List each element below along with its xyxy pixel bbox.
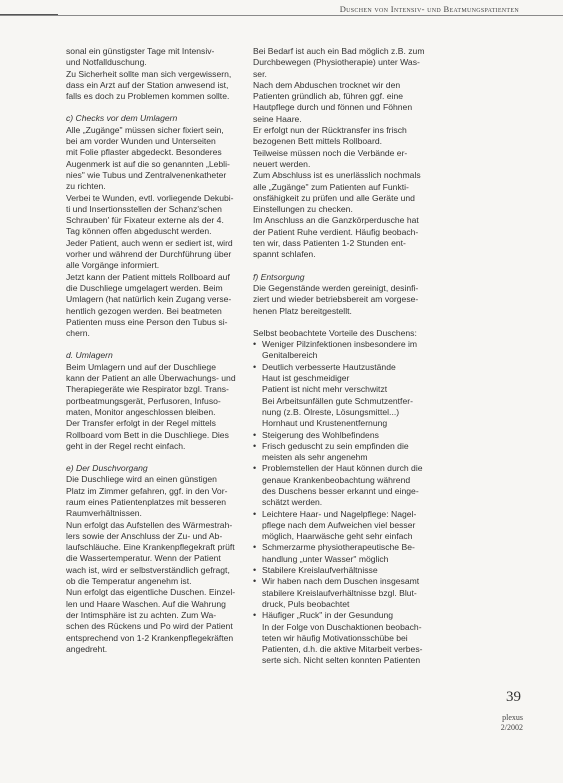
text-line: die Duschliege umgelagert werden. Beim xyxy=(66,282,223,293)
text-line: schen des Rückens und Po wird der Patient xyxy=(66,621,233,632)
section-d-body xyxy=(66,362,236,452)
text-line: Hautpflege durch und fönnen und Föhnen xyxy=(253,102,413,113)
section-f-body xyxy=(253,283,449,317)
text-line: Nun erfolgt das eigentliche Duschen. Einzel- xyxy=(66,587,236,598)
text-line: ser. xyxy=(253,68,267,79)
list-item: serte sich. Nicht selten konnten Patienten xyxy=(262,655,421,666)
list-item: druck, Puls beobachtet xyxy=(262,598,350,609)
text-line: Raumverhältnissen. xyxy=(66,508,142,519)
list-item: • Häufiger „Ruck" in der Gesundung xyxy=(253,610,449,621)
text-line: neuert werden. xyxy=(253,158,311,169)
text-line: entsprechend von 1-2 Krankenpflegekräften xyxy=(66,632,234,643)
text-line: der Intimsphäre ist zu achten. Zum Wa- xyxy=(66,609,217,620)
list-item: • Schmerzarme physiotherapeutische Be- xyxy=(253,542,449,553)
text-line: Der Transfer erfolgt in der Regel mittels xyxy=(66,418,216,429)
section-e-heading: e) Der Duschvorgang xyxy=(66,463,148,474)
section-e-body xyxy=(66,474,236,655)
text-line: seine Haare. xyxy=(253,113,302,124)
text-line: laufschläuche. Eine Krankenpflegekraft prüft xyxy=(66,542,235,553)
section-f-heading: f) Entsorgung xyxy=(253,271,305,282)
text-line: Verbei te Wunden, evtl. vorliegende Dekubi- xyxy=(66,192,234,203)
section-d-heading: d. Umlagern xyxy=(66,350,113,361)
text-line: Alle „Zugänge" müssen sicher fixiert sein, xyxy=(66,124,224,135)
right-intro xyxy=(253,46,449,261)
text-line: ten wir, dass Patienten 1-2 Stunden ent- xyxy=(253,238,406,249)
text-line: Patienten muss eine Person den Tubus si- xyxy=(66,316,228,327)
list-item: meisten als sehr angenehm xyxy=(262,452,368,463)
text-line: Platz im Zimmer gefahren, ggf. in den Vor- xyxy=(66,485,228,496)
list-item: Hornhaut und Krustenentfernung xyxy=(262,418,388,429)
list-item: schätzt werden. xyxy=(262,497,323,508)
list-item: • Weniger Pilzinfektionen insbesondere im xyxy=(253,339,449,350)
section-c-body xyxy=(66,125,236,340)
text-line: die Wassertemperatur. Wenn der Patient xyxy=(66,553,221,564)
text-line: hentlich gezogen werden. Bei beatmeten xyxy=(66,305,222,316)
text-line: Teilweise müssen noch die Verbände er- xyxy=(253,147,408,158)
left-intro xyxy=(66,46,236,102)
text-line: Tag können offen abgeduscht werden. xyxy=(66,226,212,237)
text-line: len und Haare Waschen. Auf die Wahrung xyxy=(66,598,226,609)
text-line: sonal ein günstigster Tage mit Intensiv- xyxy=(66,46,215,56)
text-line: Nun erfolgt das Aufstellen des Wärmestrah- xyxy=(66,519,233,530)
text-line: geht in der Regel recht einfach. xyxy=(66,440,186,451)
text-line: spannt schlafen. xyxy=(253,249,316,260)
text-line: nies" wie Tubus und Zentralvenenkatheter xyxy=(66,169,227,180)
text-line: Er erfolgt nun der Rücktransfer ins frisch xyxy=(253,125,407,136)
text-line: Im Anschluss an die Ganzkörperdusche hat xyxy=(253,215,419,226)
list-item: In der Folge von Duschaktionen beobach- xyxy=(262,621,422,632)
text-line: ob die Temperatur angenehm ist. xyxy=(66,576,192,587)
text-line: dass ein Arzt auf der Station anwesend ist, xyxy=(66,79,229,90)
text-line: Augenmerk ist auf die so genannten „Lebli- xyxy=(66,158,230,169)
text-line: Die Duschliege wird an einen günstigen xyxy=(66,474,217,485)
journal-name: plexus xyxy=(502,713,523,722)
list-item: handlung „unter Wasser" möglich xyxy=(262,553,389,564)
list-item: • Wir haben nach dem Duschen insgesamt xyxy=(253,576,449,587)
text-line: Rollboard vom Bett in die Duschliege. Dies xyxy=(66,429,229,440)
text-line: Die Gegenstände werden gereinigt, desinfi- xyxy=(253,282,419,293)
list-item: • Problemstellen der Haut können durch die xyxy=(253,463,449,474)
advantages-list xyxy=(253,339,449,667)
text-line: Bei Bedarf ist auch ein Bad möglich z.B. zum xyxy=(253,46,425,56)
text-line: chern. xyxy=(66,328,90,339)
text-line: alle „Zugänge" zum Patienten auf Funkti- xyxy=(253,181,409,192)
text-line: Jetzt kann der Patient mittels Rollboard auf xyxy=(66,271,230,282)
text-line: der Patient Ruhe verdient. Häufig beobach- xyxy=(253,226,419,237)
right-column xyxy=(253,46,449,667)
observations-intro: Selbst beobachtete Vorteile des Duschens: xyxy=(253,327,417,338)
text-line: bezogenen Bett mittels Rollboard. xyxy=(253,136,382,147)
text-line: Beim Umlagern und auf der Duschliege xyxy=(66,361,216,372)
list-item: Haut ist geschmeidiger xyxy=(262,373,350,384)
list-item: • Leichtere Haar- und Nagelpflege: Nagel- xyxy=(253,509,449,520)
text-line: vorher und während der Durchführung über xyxy=(66,249,232,260)
text-line: Jeder Patient, auch wenn er sediert ist, wird xyxy=(66,237,233,248)
text-line: Zu Sicherheit sollte man sich vergewissern, xyxy=(66,68,232,79)
text-line: Nach dem Abduschen trocknet wir den xyxy=(253,79,401,90)
list-item: stabilere Kreislaufverhältnisse bzgl. Blut- xyxy=(262,587,417,598)
header-rule xyxy=(0,15,563,16)
text-line: falls es doch zu Problemen kommen sollte. xyxy=(66,91,230,102)
text-line: und Notfallduschung. xyxy=(66,57,147,68)
text-line: kann der Patient an alle Überwachungs- und xyxy=(66,373,236,384)
text-line: raum eines Patientenplatzes mit besseren xyxy=(66,496,227,507)
running-header: Duschen von Intensiv- und Beatmungspatienten xyxy=(339,4,519,14)
text-line: henen Platz bereitgestellt. xyxy=(253,305,352,316)
text-line: Patienten gründlich ab, führen ggf. eine xyxy=(253,91,404,102)
list-item: Patient ist nicht mehr verschwitzt xyxy=(262,384,388,395)
list-item: möglich, Haarwäsche geht sehr einfach xyxy=(262,531,413,542)
footer-info xyxy=(501,713,523,733)
list-item: • Frisch geduscht zu sein empfinden die xyxy=(253,441,449,452)
list-item: teten wir häufig Motivationsschübe bei xyxy=(262,632,408,643)
text-line: mit Folie pflaster abgedeckt. Besonderes xyxy=(66,147,222,158)
list-item: nung (z.B. Ölreste, Lösungsmittel...) xyxy=(262,406,400,417)
text-line: lers sowie der Anschluss der Zu- und Ab- xyxy=(66,530,223,541)
list-item: • Deutlich verbesserte Hautzustände xyxy=(253,362,449,373)
text-line: bei am vorder Wunden und Unterseiten xyxy=(66,136,216,147)
journal-issue: 2/2002 xyxy=(500,723,523,732)
section-c-heading: c) Checks vor dem Umlagern xyxy=(66,113,178,124)
text-line: zu richten. xyxy=(66,181,106,192)
list-item: • Steigerung des Wohlbefindens xyxy=(253,430,449,441)
left-column xyxy=(66,46,236,655)
text-line: alle Vorgänge informiert. xyxy=(66,260,160,271)
text-line: Schrauben' für Fixateur externe als der 4. xyxy=(66,215,224,226)
list-item: • Stabilere Kreislaufverhältnisse xyxy=(253,565,449,576)
text-line: maten, Monitor angeschlossen bleiben. xyxy=(66,406,216,417)
list-item: Patienten, d.h. die aktive Mitarbeit verbes- xyxy=(262,644,423,655)
list-item: pflege nach dem Aufweichen viel besser xyxy=(262,519,416,530)
text-line: angedreht. xyxy=(66,643,108,654)
list-item: Genitalbereich xyxy=(262,350,318,361)
text-line: Durchbewegen (Physiotherapie) unter Was- xyxy=(253,57,420,68)
text-line: Umlagern (hat natürlich kein Zugang verse- xyxy=(66,294,232,305)
text-line: Zum Abschluss ist es unerlässlich nochmals xyxy=(253,170,421,181)
text-line: wach ist, wird er selbstverständlich gefragt, xyxy=(66,564,230,575)
list-item: des Duschens besser erkannt und einge- xyxy=(262,485,419,496)
text-line: ti und Insertionsstellen der Schanz'schen xyxy=(66,203,222,214)
text-line: Therapiegeräte wie Respirator bzgl. Trans- xyxy=(66,384,229,395)
list-item: genaue Krankenbeobachtung während xyxy=(262,474,411,485)
text-line: ziert und wieder betriebsbereit am vorgese- xyxy=(253,294,419,305)
list-item: Bei Arbeitsunfällen gute Schmutzentfer- xyxy=(262,395,413,406)
text-line: portbeatmungsgerät, Perfusoren, Infuso- xyxy=(66,395,221,406)
text-line: Einstellungen zu checken. xyxy=(253,204,353,215)
page-number: 39 xyxy=(506,689,521,705)
text-line: onsfähigkeit zu prüfen und alle Geräte und xyxy=(253,192,415,203)
